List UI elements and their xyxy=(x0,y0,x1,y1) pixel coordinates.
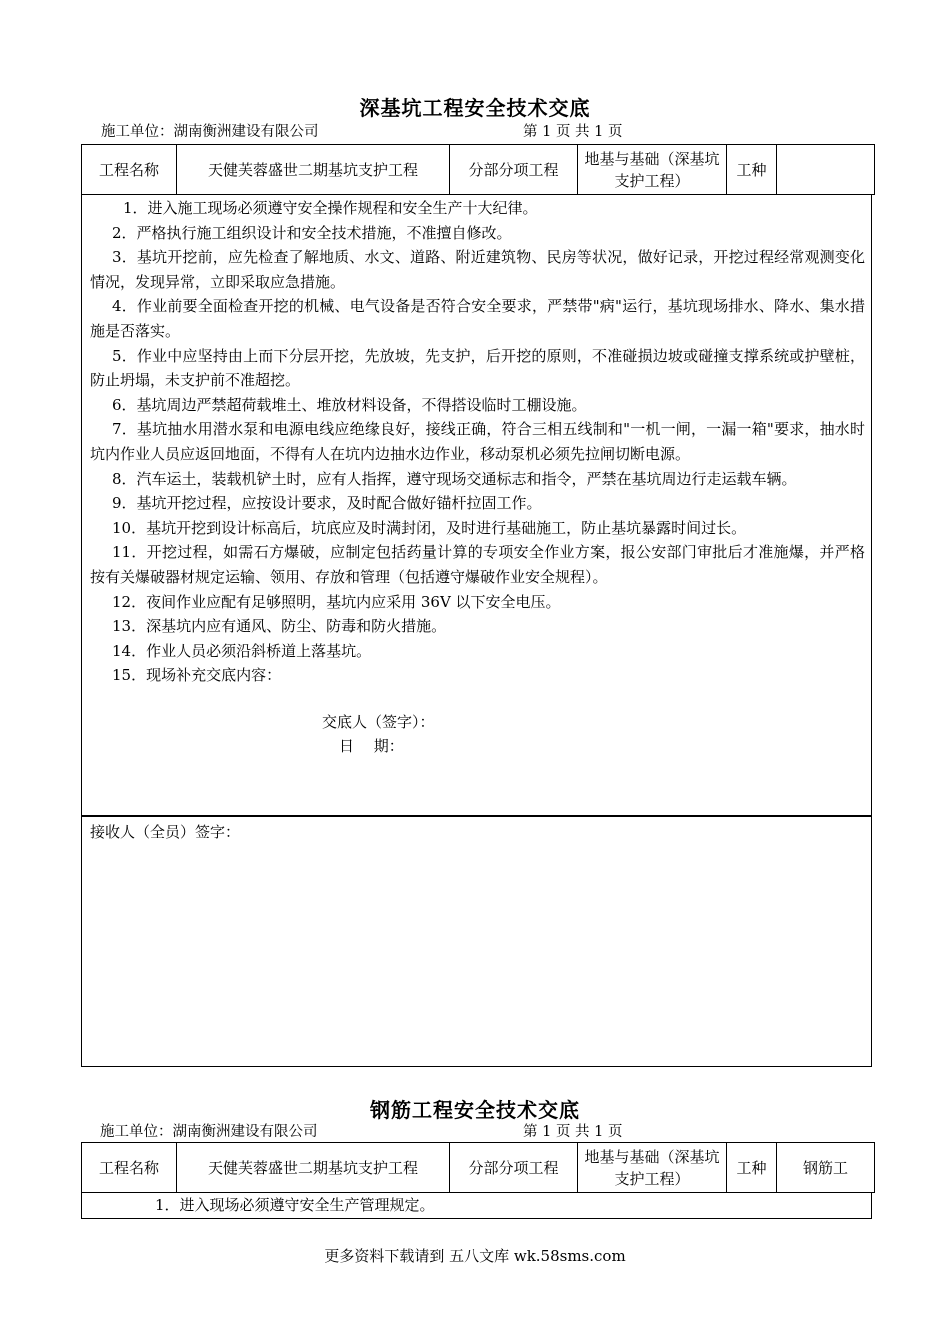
trade-value: 钢筋工 xyxy=(777,1143,875,1193)
doc1-content-box xyxy=(81,195,872,816)
doc2-title: 钢筋工程安全技术交底 xyxy=(370,1098,580,1122)
list-item: 10．基坑开挖到设计标高后，坑底应及时满封闭，及时进行基础施工，防止基坑暴露时间过长。 xyxy=(112,518,747,537)
doc2-content-box xyxy=(81,1193,872,1219)
doc2-page-info: 第 1 页 共 1 页 xyxy=(523,1124,623,1140)
footer-note: 更多资料下载请到 五八文库 wk.58sms.com xyxy=(324,1247,626,1265)
project-name-label: 工程名称 xyxy=(82,145,177,195)
division-label: 分部分项工程 xyxy=(450,1143,578,1193)
trade-label: 工种 xyxy=(727,145,777,195)
division-value: 地基与基础（深基坑支护工程） xyxy=(578,145,727,195)
project-name-value: 天健芙蓉盛世二期基坑支护工程 xyxy=(177,145,450,195)
list-item: 5．作业中应坚持由上而下分层开挖，先放坡，先支护，后开挖的原则，不准碰损边坡或碰撞支撑系统或护壁桩，防止坍塌，未支护前不准超挖。 xyxy=(90,346,865,390)
doc1-unit: 施工单位：湖南衡洲建设有限公司 xyxy=(101,124,319,140)
doc1-page-info: 第 1 页 共 1 页 xyxy=(523,124,623,140)
division-label: 分部分项工程 xyxy=(450,145,578,195)
date-label: 日 期： xyxy=(339,737,404,756)
doc2-header-row xyxy=(82,1143,875,1193)
doc1-header-table xyxy=(81,144,875,195)
doc1-title: 深基坑工程安全技术交底 xyxy=(359,96,591,120)
list-item: 1．进入施工现场必须遵守安全操作规程和安全生产十大纪律。 xyxy=(123,199,538,217)
list-item: 13．深基坑内应有通风、防尘、防毒和防火措施。 xyxy=(112,617,447,636)
list-item: 14．作业人员必须沿斜桥道上落基坑。 xyxy=(112,641,372,660)
list-item: 6．基坑周边严禁超荷载堆土、堆放材料设备，不得搭设临时工棚设施。 xyxy=(112,395,587,414)
trade-label: 工种 xyxy=(727,1143,777,1193)
signer-label: 交底人（签字）： xyxy=(322,712,435,731)
list-item: 15．现场补充交底内容： xyxy=(112,666,282,685)
list-item: 4．作业前要全面检查开挖的机械、电气设备是否符合安全要求，严禁带"病"运行，基坑现场排水、降水、集水措施是否落实。 xyxy=(90,297,865,340)
doc2-unit: 施工单位：湖南衡洲建设有限公司 xyxy=(100,1124,318,1140)
receiver-label: 接收人（全员）签字： xyxy=(90,823,241,841)
list-item: 7．基坑抽水用潜水泵和电源电线应绝缘良好，接线正确，符合三相五线制和"一机一闸，一漏一箱"要求，抽水时坑内作业人员应返回地面，不得有人在坑内边抽水边作业，移动泵机必须先拉闸切断电源。 xyxy=(90,420,865,463)
trade-value xyxy=(777,145,875,195)
project-name-value: 天健芙蓉盛世二期基坑支护工程 xyxy=(177,1143,450,1193)
list-item: 9．基坑开挖过程，应按设计要求，及时配合做好锚杆拉固工作。 xyxy=(112,494,542,513)
list-item: 12．夜间作业应配有足够照明，基坑内应采用 36V 以下安全电压。 xyxy=(112,592,561,611)
list-item: 3．基坑开挖前，应先检查了解地质、水文、道路、附近建筑物、民房等状况，做好记录，开挖过程经常观测变化情况，发现异常，立即采取应急措施。 xyxy=(90,248,865,291)
doc2-header-table xyxy=(81,1142,875,1193)
doc1-header-row xyxy=(82,145,875,195)
receiver-box xyxy=(81,816,872,1067)
division-value: 地基与基础（深基坑支护工程） xyxy=(578,1143,727,1193)
list-item: 1．进入现场必须遵守安全生产管理规定。 xyxy=(155,1196,435,1214)
list-item: 11．开挖过程，如需石方爆破，应制定包括药量计算的专项安全作业方案，报公安部门审批后才准施爆，并严格按有关爆破器材规定运输、领用、存放和管理（包括遵守爆破作业安全规程）。 xyxy=(90,543,865,586)
list-item: 2．严格执行施工组织设计和安全技术措施，不准擅自修改。 xyxy=(112,223,512,242)
project-name-label: 工程名称 xyxy=(82,1143,177,1193)
list-item: 8．汽车运土，装载机铲土时，应有人指挥，遵守现场交通标志和指令，严禁在基坑周边行走运载车辆。 xyxy=(112,469,797,488)
